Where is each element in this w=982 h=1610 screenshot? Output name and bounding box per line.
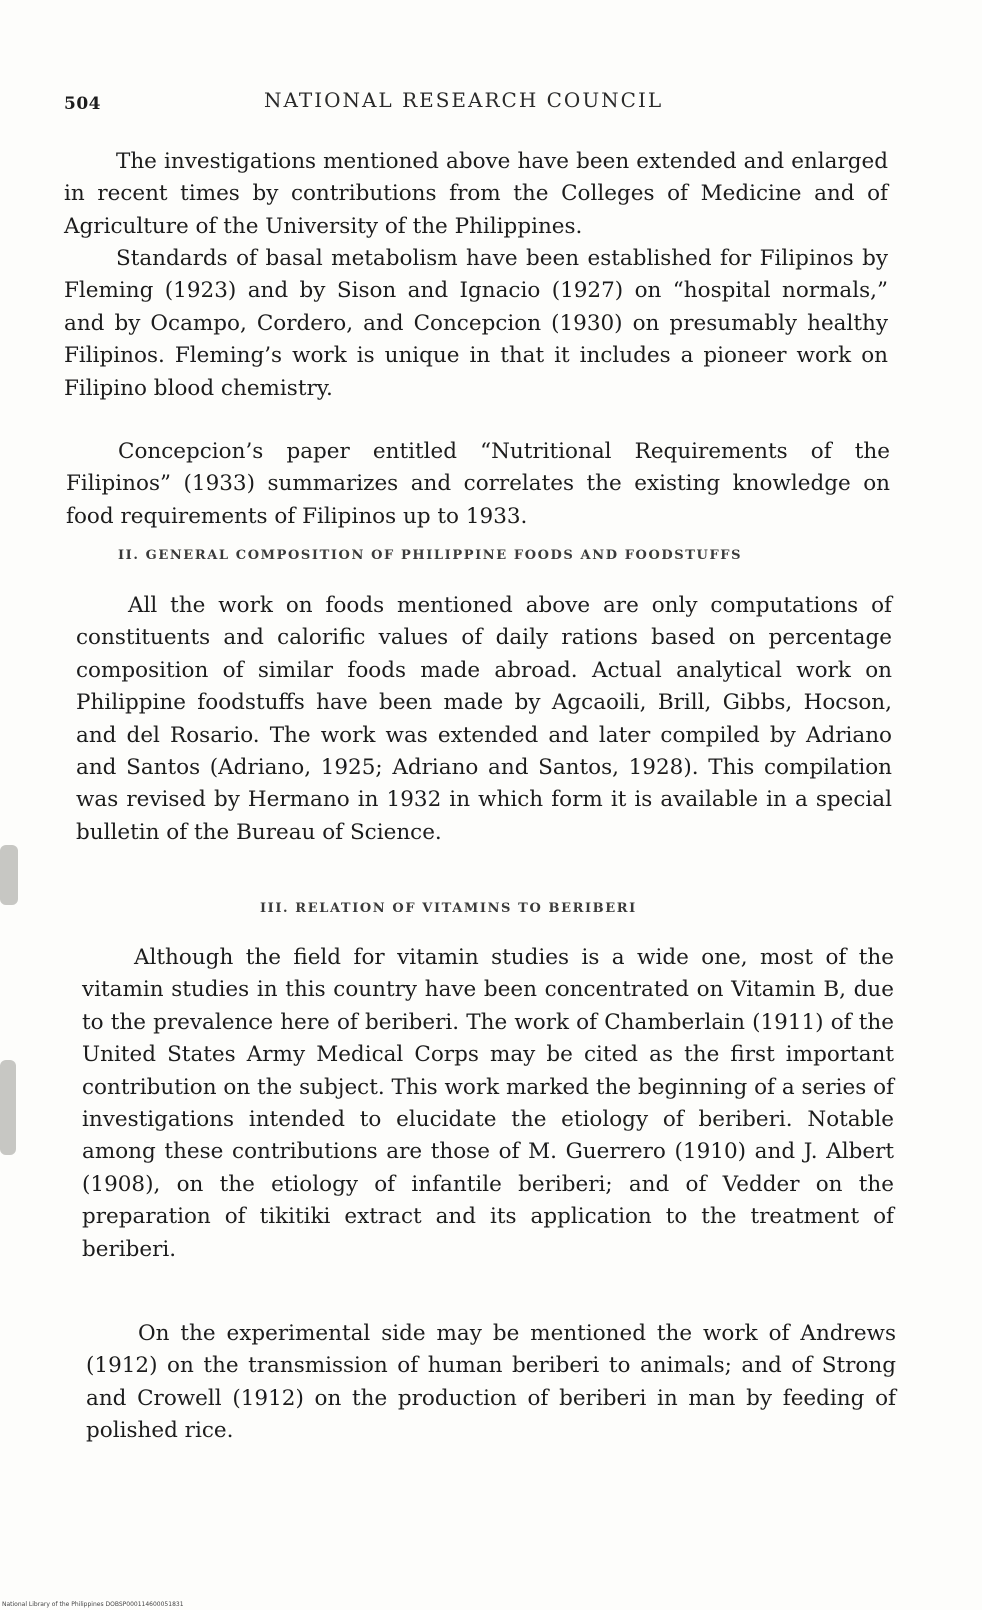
archive-stamp: National Library of the Philippines DOBSP000114600051831 <box>2 1601 184 1608</box>
paragraph-food-composition: All the work on foods mentioned above are only computations of constituents and calorific values of daily rations based on percentage composition of similar foods made abroad. Actual analytical work on Philippine foodstuffs have been made by Agcaoili, Brill, Gibbs, Hocson, and del Rosario. The work was extended and later compiled by Adriano and Santos (Adriano, 1925; Adriano and Santos, 1928). This compilation was revised by Hermano in 1932 in which form it is available in a special bulletin of the Bureau of Science. <box>76 593 892 845</box>
page-header <box>64 84 704 124</box>
paragraph-basal-metabolism: Standards of basal metabolism have been established for Filipinos by Fleming (1923) and by Sison and Ignacio (1927) on “hospital normals,” and by Ocampo, Cordero, and Concepcion (1930) on presumably healthy Filipinos. Fleming’s work is unique in that it includes a pioneer work on Filipino blood chemistry. <box>64 246 888 401</box>
paragraph-concepcion: Concepcion’s paper entitled “Nutritional Requirements of the Filipinos” (1933) summarizes and correlates the existing knowledge on food requirements of Filipinos up to 1933. <box>66 439 890 529</box>
paragraph-intro: The investigations mentioned above have been extended and enlarged in recent times by contributions from the Colleges of Medicine and of Agriculture of the University of the Philippines. <box>64 149 888 239</box>
scan-edge-mark <box>0 845 18 905</box>
page-number: 504 <box>64 94 101 114</box>
paragraph-experimental-side: On the experimental side may be mentioned the work of Andrews (1912) on the transmission of human beriberi to animals; and of Strong and Crowell (1912) on the production of beriberi in man by feeding of polished rice. <box>86 1321 896 1444</box>
paragraph-vitamin-studies: Although the field for vitamin studies is a wide one, most of the vitamin studies in this country have been concentrated on Vitamin B, due to the prevalence here of beriberi. The work of Chamberlain (1911) of the United States Army Medical Corps may be cited as the first important contribution on the subject. This work marked the beginning of a series of investigations intended to elucidate the etiology of beriberi. Notable among these contributions are those of M. Guerrero (1910) and J. Albert (1908), on the etiology of infantile beriberi; and of Vedder on the preparation of tikitiki extract and its application to the treatment of beriberi. <box>82 945 894 1262</box>
running-head: NATIONAL RESEARCH COUNCIL <box>264 88 664 112</box>
scan-edge-mark <box>0 1060 16 1155</box>
section-heading-food-composition: II. GENERAL COMPOSITION OF PHILIPPINE FOODS AND FOODSTUFFS <box>118 548 743 563</box>
section-heading-vitamins-beriberi: III. RELATION OF VITAMINS TO BERIBERI <box>260 901 637 916</box>
